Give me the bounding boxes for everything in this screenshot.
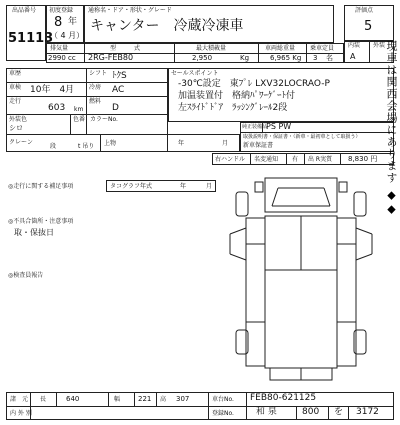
kg-unit: Kg [240,54,250,62]
capacity-unit: 名 [326,54,333,62]
shift-label: シフト [89,70,108,77]
equipment-label: 純正装備品 [242,124,268,130]
left-side-panel [246,218,265,366]
defect-label: ◎不具合箇所・注意事項 [8,218,74,225]
tax-value: 8,830 円 [348,155,378,163]
new-car-warranty: 新車保証書 [243,142,274,149]
right-side-panel [337,218,356,366]
width-value: 221 [138,395,152,403]
repair-label: 内 外 別 [10,410,32,417]
truck-diagram [224,172,378,386]
inspector-label: ◎検査員報告 [8,272,44,279]
dims-label: 諸 元 [10,396,29,403]
gross-weight: 6,965 Kg [270,54,302,62]
tacho-month-unit: 月 [206,183,213,190]
fuel-type-label: 燃料 [89,98,102,105]
fuel-type: D [112,103,119,113]
supplement-label: ◎走行に関する補足事項 [8,183,74,190]
uptype-row [100,134,240,152]
plate-area: 和 泉 [256,407,277,417]
ac-label: 冷房 [89,84,102,91]
interior-grade: A [350,52,356,61]
right-mirror [339,182,347,192]
tacho-label: タコグラフ年式 [110,183,153,190]
crane-label: クレーン [9,139,33,146]
height-value: 307 [176,395,190,403]
lot-number: 51113 [8,31,54,46]
crane-ton: t 吊り [78,143,95,150]
displacement-label: 排気量 [50,45,69,52]
plate-kana: を [334,407,344,417]
width-label: 幅 [114,396,121,403]
sales-point-line-2: 加温装置付 格納ﾊﾟﾜｰｹﾞｰﾄ付 [178,91,296,101]
front-left-wheel [236,192,248,216]
chassis-label: 車台No. [212,396,234,403]
capacity: 3 [313,54,318,62]
height-label: 高 [160,396,167,403]
left-mirror [255,182,263,192]
length-label: 長 [40,396,47,403]
color-number-label: カラーNo. [90,116,118,123]
color-no-label: 色番 [73,116,86,123]
first-reg-year: 8 [54,15,63,30]
score: 5 [364,19,373,34]
capacity-label: 乗車定員 [310,45,335,52]
color-name: シロ [9,124,23,132]
tacho-year-unit: 年 [180,183,187,190]
mileage-label: 走行 [9,98,22,105]
score-label: 評価点 [355,7,374,14]
defect-value: 取・保抜日 [14,228,54,237]
equipment-value: PS PW [266,122,292,131]
displacement: 2990 cc [48,54,76,62]
equipment-note: 取扱説明書・保証書・（新車・最初車として取扱う） [243,134,361,140]
side-note: 現車は関西会場にあります ◆◆ [385,40,398,217]
crane-step: 段 [50,143,57,150]
transfer-label: 名変通知 [254,156,279,163]
transfer-value: 有 [292,156,299,163]
first-reg-month: （ 4 月） [50,31,85,40]
sales-point-line-1: -30℃設定 東ﾌﾟﾚ LXV32LOCRAO-P [178,79,330,89]
plate-label: 登録No. [212,410,234,417]
car-name-label: 通称名・ドア・形状・グレード [88,7,172,14]
uptype-label: 上物 [104,140,117,147]
max-load-label: 最大積載量 [196,45,227,52]
model: 2RG-FEB80 [88,53,134,62]
plate-number: 3172 [356,407,379,417]
color-label: 外装色 [9,116,28,123]
uptype-month: 月 [222,140,229,147]
mileage: 603 [48,103,66,113]
first-reg-label: 初度登録 [49,7,74,14]
model-label: 型 式 [110,45,141,52]
history-label: 車歴 [9,70,22,77]
plate-class: 800 [302,407,320,417]
tax-label: 出 R実質 [308,156,333,163]
handle-label: 右ハンドル [215,156,246,163]
interior-label: 内装 [348,42,361,49]
chassis-number: FEB80-621125 [250,393,317,403]
gross-weight-label: 車両総重量 [265,45,296,52]
sales-point-line-3: 左ｽﾗｲﾄﾞﾄﾞｱ ﾗｯｼﾝｸﾞﾚｰﾙ2段 [178,103,288,113]
length-value: 640 [66,395,80,403]
exterior-label: 外装 [373,42,386,49]
inspection-label: 車検 [9,84,22,91]
shift: ﾄｸS [112,71,127,81]
car-name: キャンター 冷蔵冷凍車 [90,18,244,34]
inspection: 10年 4月 [30,85,75,95]
sales-points-label: セールスポイント [171,70,219,77]
ac: AC [112,85,125,95]
year-unit: 年 [68,17,78,27]
max-load: 2,950 [192,54,213,62]
mileage-unit: km [74,106,84,113]
lot-number-label: 出品番号 [12,7,37,14]
front-right-wheel [354,192,366,216]
uptype-year: 年 [178,140,185,147]
